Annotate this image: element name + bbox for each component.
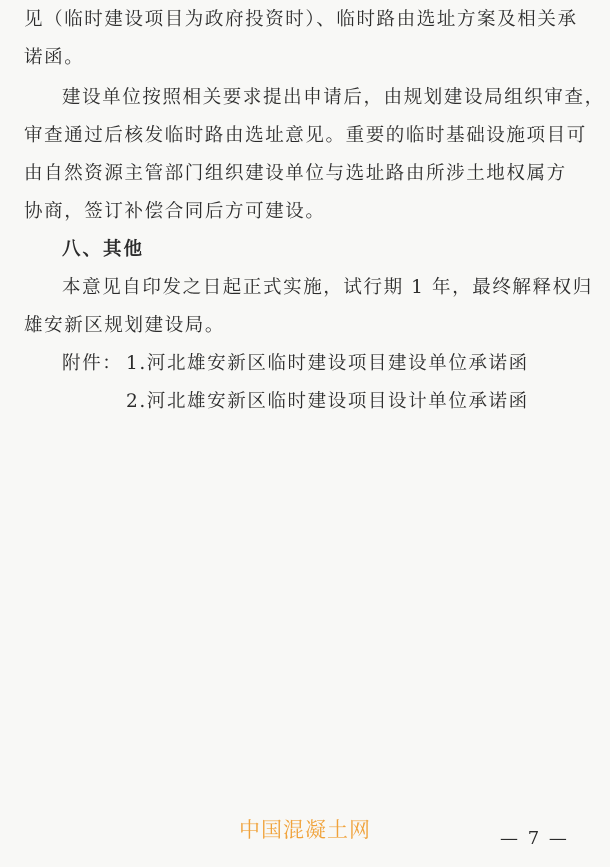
- body-line-5: 由自然资源主管部门组织建设单位与选址路由所涉土地权属方: [24, 163, 567, 184]
- body-line-6: 协商，签订补偿合同后方可建设。: [24, 201, 326, 222]
- attachments-label: 附件：: [62, 353, 123, 374]
- watermark-text: 中国混凝土网: [239, 818, 371, 842]
- closing-line-2: 雄安新区规划建设局。: [24, 315, 226, 336]
- body-line-1: 见（临时建设项目为政府投资时）、临时路由选址方案及相关承: [24, 9, 578, 30]
- body-line-2: 诺函。: [24, 47, 85, 68]
- page-number: — 7 —: [500, 828, 569, 849]
- attachment-item-2: 2.河北雄安新区临时建设项目设计单位承诺函: [126, 391, 529, 412]
- closing-line-1: 本意见自印发之日起正式实施，试行期 1 年，最终解释权归: [62, 277, 593, 298]
- attachment-item-1: 1.河北雄安新区临时建设项目建设单位承诺函: [126, 353, 529, 374]
- body-line-3: 建设单位按照相关要求提出申请后，由规划建设局组织审查，: [62, 87, 605, 108]
- section-heading: 八、其他: [62, 239, 145, 260]
- body-line-4: 审查通过后核发临时路由选址意见。重要的临时基础设施项目可: [24, 125, 587, 146]
